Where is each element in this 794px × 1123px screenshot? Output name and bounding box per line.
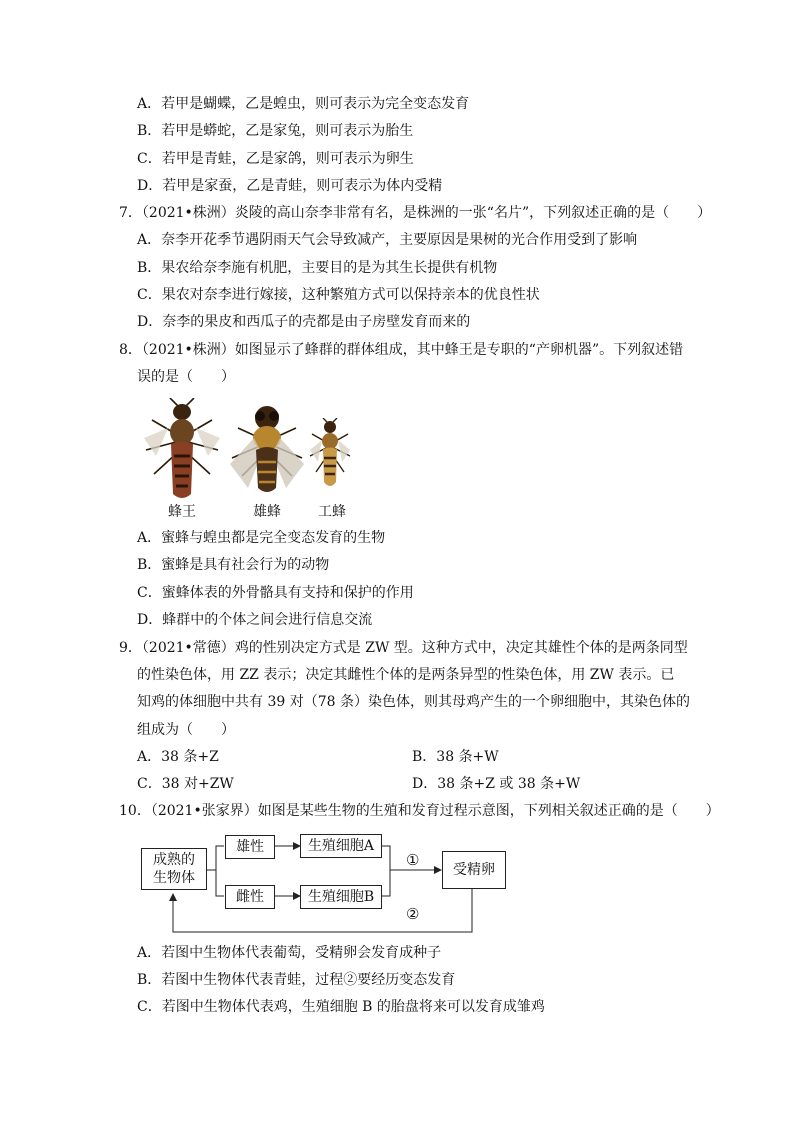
q8-option-d: D．蜂群中的个体之间会进行信息交流 (137, 612, 373, 628)
q6-option-b: B．若甲是蟒蛇，乙是家兔，则可表示为胎生 (137, 123, 414, 139)
q7-option-b: B．果农给奈李施有机肥，主要目的是为其生长提供有机物 (137, 260, 498, 276)
zygote-label: 受精卵 (453, 862, 495, 878)
queen-bee-label: 蜂王 (168, 504, 196, 520)
diagram-box-female (225, 885, 275, 909)
q9-stem-line1: 9．（2021•常德）鸡的性别决定方式是 ZW 型。这种方式中，决定其雄性个体的是两条同型 (119, 640, 688, 656)
q9-stem-line3: 知鸡的体细胞中共有 39 对（78 条）染色体，则其母鸡产生的一个卵细胞中，其染色体的 (137, 694, 690, 710)
q8-option-a: A．蜜蜂与蝗虫都是完全变态发育的生物 (137, 530, 386, 546)
q9-option-b: B．38 条+W (412, 749, 499, 765)
diagram-step-2: ② (406, 905, 420, 923)
q10-option-a: A．若图中生物体代表葡萄，受精卵会发育成种子 (137, 945, 442, 961)
q9-option-a: A．38 条+Z (137, 749, 219, 765)
female-label: 雌性 (236, 889, 264, 905)
q8-stem-line1: 8．（2021•株洲）如图显示了蜂群的群体组成，其中蜂王是专职的“产卵机器”。下列叙述错 (119, 342, 684, 358)
cell-a-label: 生殖细胞A (307, 838, 375, 854)
q9-option-c: C．38 对+ZW (137, 776, 234, 792)
organism-label: 成熟的生物体 (153, 852, 195, 886)
q8-option-b: B．蜜蜂是具有社会行为的动物 (137, 557, 330, 573)
q7-option-c: C．果农对奈李进行嫁接，这种繁殖方式可以保持亲本的优良性状 (137, 287, 540, 303)
diagram-box-cell-b (300, 885, 382, 909)
diagram-box-cell-a (300, 834, 382, 858)
q6-option-d: D．若甲是家蚕，乙是青蛙，则可表示为体内受精 (137, 178, 443, 194)
q7-option-a: A．奈李开花季节遇阴雨天气会导致减产，主要原因是果树的光合作用受到了影响 (137, 232, 638, 248)
diagram-box-organism (141, 848, 207, 890)
cell-b-label: 生殖细胞B (307, 889, 375, 905)
drone-bee-label: 雄蜂 (253, 504, 281, 520)
q8-option-c: C．蜜蜂体表的外骨骼具有支持和保护的作用 (137, 585, 414, 601)
diagram-box-male (225, 835, 275, 859)
male-label: 雄性 (236, 839, 264, 855)
q10-option-b: B．若图中生物体代表青蛙，过程②要经历变态发育 (137, 972, 456, 988)
q8-stem-line2: 误的是（ ） (137, 369, 235, 385)
q6-option-a: A．若甲是蝴蝶，乙是蝗虫，则可表示为完全变态发育 (137, 96, 470, 112)
q10-option-c: C．若图中生物体代表鸡，生殖细胞 B 的胎盘将来可以发育成雏鸡 (137, 999, 545, 1015)
q7-stem: 7．（2021•株洲）炎陵的高山奈李非常有名，是株洲的一张“名片”，下列叙述正确的是（ ） (119, 205, 712, 221)
q7-option-d: D．奈李的果皮和西瓜子的壳都是由子房壁发育而来的 (137, 314, 471, 330)
worker-bee-label: 工蜂 (318, 504, 346, 520)
q10-stem: 10．（2021•张家界）如图是某些生物的生殖和发育过程示意图，下列相关叙述正确的是（ ） (119, 803, 720, 819)
q9-option-d: D．38 条+Z 或 38 条+W (412, 776, 581, 792)
q9-stem-line2: 的性染色体，用 ZZ 表示；决定其雌性个体的是两条异型的性染色体，用 ZW 表示。已 (137, 667, 675, 683)
q6-option-c: C．若甲是青蛙，乙是家鸽，则可表示为卵生 (137, 151, 414, 167)
diagram-box-zygote (442, 851, 506, 889)
q9-stem-line4: 组成为（ ） (137, 722, 235, 738)
diagram-step-1: ① (406, 851, 420, 869)
